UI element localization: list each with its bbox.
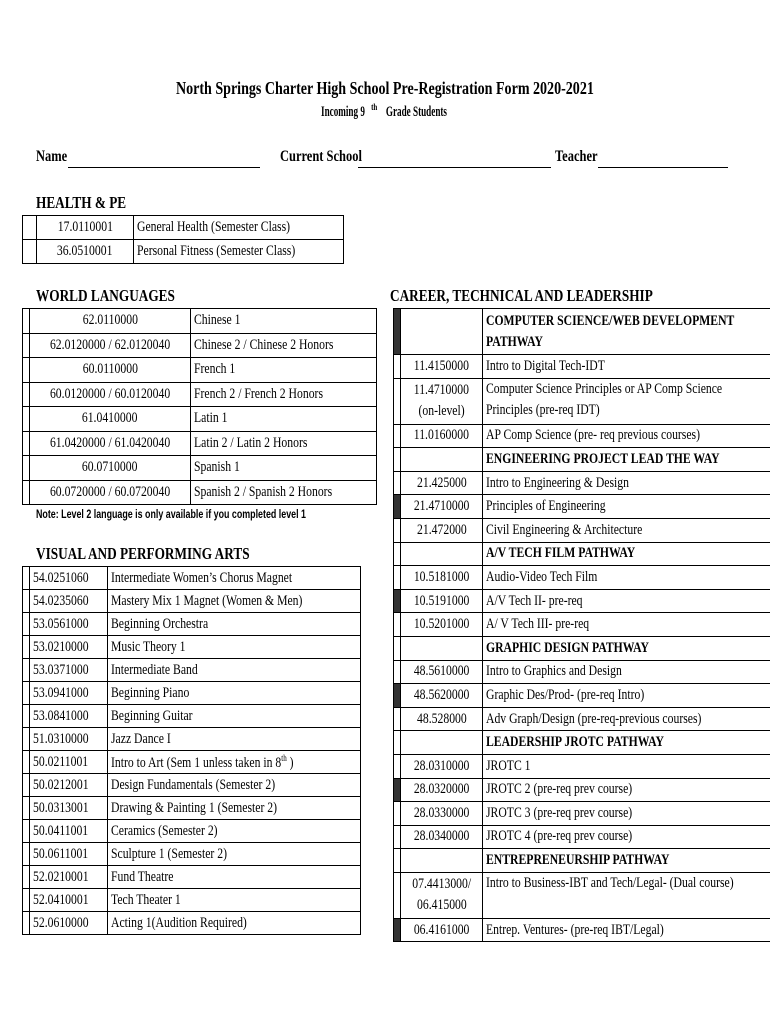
course-select-checkbox[interactable] [394,802,401,826]
pathway-name: COMPUTER SCIENCE/WEB DEVELOPMENT PATHWAY [483,309,770,355]
course-code: 62.0110000 [30,309,191,334]
course-code: 21.425000 [401,471,483,495]
course-name: Jazz Dance I [108,728,360,751]
course-select-checkbox[interactable] [394,424,401,448]
course-select-checkbox[interactable] [23,751,30,774]
course-name: French 1 [191,358,377,383]
teacher-field[interactable] [598,167,728,168]
course-name: Fund Theatre [108,866,360,889]
current-school-field[interactable] [358,167,551,168]
course-code [401,309,483,355]
course-name: Intro to Business-IBT and Tech/Legal- (Dual course) [483,872,770,918]
table-row [23,456,377,481]
course-name: Beginning Orchestra [108,613,360,636]
table-row [394,872,770,918]
course-name: Beginning Guitar [108,705,360,728]
course-name: Spanish 1 [191,456,377,481]
course-select-checkbox[interactable] [23,358,30,383]
course-code: 48.5610000 [401,660,483,684]
language-note: Note: Level 2 language is only available if you completed level 1 [36,507,306,521]
visual-performing-arts-heading: VISUAL AND PERFORMING ARTS [36,544,250,563]
course-select-checkbox[interactable] [23,216,37,240]
course-name: Spanish 2 / Spanish 2 Honors [191,480,377,505]
course-code: 10.5191000 [401,589,483,613]
health-pe-heading: HEALTH & PE [36,193,127,212]
course-code: 62.0120000 / 62.0120040 [30,333,191,358]
course-code: 10.5181000 [401,566,483,590]
table-row [23,382,377,407]
course-code: 28.0340000 [401,825,483,849]
course-name: Audio-Video Tech Film [483,566,770,590]
table-row [23,820,361,843]
course-select-checkbox[interactable] [394,355,401,379]
course-name: French 2 / French 2 Honors [191,382,377,407]
course-code: 48.5620000 [401,684,483,708]
course-name: Intermediate Women’s Chorus Magnet [108,567,360,590]
form-title: North Springs Charter High School Pre-Registration Form 2020-2021 [176,78,594,98]
course-name: Design Fundamentals (Semester 2) [108,774,360,797]
course-select-checkbox[interactable] [394,872,401,918]
course-code: 50.0411001 [30,820,108,843]
course-name: Chinese 1 [191,309,377,334]
course-select-checkbox[interactable] [23,636,30,659]
course-name: JROTC 2 (pre-req prev course) [483,778,770,802]
course-name: Tech Theater 1 [108,889,360,912]
course-code: 61.0420000 / 61.0420040 [30,431,191,456]
table-row [23,358,377,383]
table-row [394,778,770,802]
table-row [23,751,361,774]
table-row [394,355,770,379]
course-name: Intro to Art (Sem 1 unless taken in 8th ) [108,751,360,774]
course-select-checkbox[interactable] [23,705,30,728]
course-name: JROTC 3 (pre-req prev course) [483,802,770,826]
course-code: 53.0210000 [30,636,108,659]
course-name: Chinese 2 / Chinese 2 Honors [191,333,377,358]
course-select-checkbox[interactable] [23,682,30,705]
course-code: 48.528000 [401,707,483,731]
course-name: Intro to Digital Tech-IDT [483,355,770,379]
course-name: A/V Tech II- pre-req [483,589,770,613]
course-code [401,448,483,472]
course-name: Graphic Des/Prod- (pre-req Intro) [483,684,770,708]
course-code [401,731,483,755]
career-technical-heading: CAREER, TECHNICAL AND LEADERSHIP [390,286,653,305]
course-select-checkbox[interactable] [394,471,401,495]
course-code: 21.472000 [401,518,483,542]
course-select-checkbox[interactable] [23,407,30,432]
table-row [23,774,361,797]
course-name: Principles of Engineering [483,495,770,519]
course-select-checkbox[interactable] [23,774,30,797]
course-select-checkbox[interactable] [23,912,30,935]
table-row [394,589,770,613]
table-row [23,480,377,505]
name-label: Name [36,148,68,165]
pathway-header-row [394,731,770,755]
table-row [23,567,361,590]
course-select-checkbox[interactable] [394,778,401,802]
course-code: 11.4710000 (on-level) [401,378,483,424]
course-name: Entrep. Ventures- (pre-req IBT/Legal) [483,918,770,942]
table-row [394,918,770,942]
course-select-checkbox[interactable] [394,518,401,542]
course-select-checkbox[interactable] [23,820,30,843]
visual-performing-arts-table [22,566,361,935]
teacher-label: Teacher [555,148,598,165]
course-select-checkbox[interactable] [23,456,30,481]
course-select-checkbox[interactable] [23,797,30,820]
course-name: A/ V Tech III- pre-req [483,613,770,637]
table-row [394,660,770,684]
pathway-header-row [394,309,770,355]
table-row [23,240,344,264]
course-select-checkbox [394,731,401,755]
course-code: 52.0210001 [30,866,108,889]
course-code: 10.5201000 [401,613,483,637]
table-row [23,407,377,432]
table-row [23,705,361,728]
table-row [23,431,377,456]
course-select-checkbox[interactable] [394,378,401,424]
table-row [394,378,770,424]
course-name: Music Theory 1 [108,636,360,659]
table-row [394,613,770,637]
course-select-checkbox[interactable] [394,754,401,778]
course-name: Mastery Mix 1 Magnet (Women & Men) [108,590,360,613]
table-row [23,843,361,866]
table-row [394,684,770,708]
table-row [394,566,770,590]
pathway-header-row [394,448,770,472]
course-code: 53.0941000 [30,682,108,705]
course-name: Intro to Engineering & Design [483,471,770,495]
course-select-checkbox[interactable] [394,660,401,684]
course-select-checkbox [394,542,401,566]
course-name: Latin 2 / Latin 2 Honors [191,431,377,456]
table-row [23,866,361,889]
form-subtitle: Incoming 9 $^{th}$Grade Students [320,102,447,120]
course-code: 17.0110001 [36,216,133,240]
course-code: 36.0510001 [36,240,133,264]
course-name: Drawing & Painting 1 (Semester 2) [108,797,360,820]
course-code: 07.4413000/ 06.415000 [401,872,483,918]
pathway-name: ENTREPRENEURSHIP PATHWAY [483,849,770,873]
course-name: Civil Engineering & Architecture [483,518,770,542]
course-select-checkbox[interactable] [23,567,30,590]
course-code: 60.0120000 / 60.0120040 [30,382,191,407]
pathway-name: A/V TECH FILM PATHWAY [483,542,770,566]
course-select-checkbox[interactable] [23,382,30,407]
table-row [23,912,361,935]
course-code: 28.0330000 [401,802,483,826]
course-select-checkbox[interactable] [394,566,401,590]
table-row [394,754,770,778]
table-row [394,495,770,519]
course-code [401,542,483,566]
table-row [394,802,770,826]
course-code: 61.0410000 [30,407,191,432]
world-languages-heading: WORLD LANGUAGES [36,286,175,305]
course-name: Ceramics (Semester 2) [108,820,360,843]
course-name: JROTC 4 (pre-req prev course) [483,825,770,849]
course-code: 50.0211001 [30,751,108,774]
course-select-checkbox[interactable] [394,613,401,637]
course-name: Computer Science Principles or AP Comp Science Principles (pre-req IDT) [483,378,770,424]
course-code: 52.0410001 [30,889,108,912]
course-select-checkbox[interactable] [23,240,37,264]
table-row [23,889,361,912]
course-select-checkbox[interactable] [394,495,401,519]
course-code: 06.4161000 [401,918,483,942]
table-row [394,471,770,495]
table-row [23,216,344,240]
table-row [23,613,361,636]
health-pe-table [22,215,344,264]
course-select-checkbox[interactable] [23,613,30,636]
course-select-checkbox [394,849,401,873]
course-code: 11.0160000 [401,424,483,448]
pathway-name: LEADERSHIP JROTC PATHWAY [483,731,770,755]
pathway-header-row [394,636,770,660]
course-code: 50.0313001 [30,797,108,820]
pathway-name: GRAPHIC DESIGN PATHWAY [483,636,770,660]
career-technical-table [393,308,770,942]
course-code: 50.0212001 [30,774,108,797]
course-code [401,849,483,873]
name-field[interactable] [68,167,260,168]
pathway-header-row [394,542,770,566]
course-code: 50.0611001 [30,843,108,866]
course-name: Intermediate Band [108,659,360,682]
table-row [23,333,377,358]
course-select-checkbox[interactable] [394,707,401,731]
course-select-checkbox[interactable] [394,918,401,942]
course-select-checkbox[interactable] [23,728,30,751]
course-name: Adv Graph/Design (pre-req-previous courses) [483,707,770,731]
world-languages-table [22,308,377,505]
course-code: 28.0320000 [401,778,483,802]
course-select-checkbox [394,309,401,355]
course-name: AP Comp Science (pre- req previous courses) [483,424,770,448]
course-code: 21.4710000 [401,495,483,519]
table-row [23,797,361,820]
current-school-label: Current School [280,148,362,165]
course-select-checkbox[interactable] [23,866,30,889]
course-name: Sculpture 1 (Semester 2) [108,843,360,866]
course-name: Acting 1(Audition Required) [108,912,360,935]
course-code: 60.0110000 [30,358,191,383]
course-select-checkbox[interactable] [394,684,401,708]
table-row [394,424,770,448]
course-code [401,636,483,660]
pathway-name: ENGINEERING PROJECT LEAD THE WAY [483,448,770,472]
course-select-checkbox[interactable] [23,889,30,912]
pathway-header-row [394,849,770,873]
course-select-checkbox [394,636,401,660]
course-select-checkbox[interactable] [394,589,401,613]
course-name: Beginning Piano [108,682,360,705]
table-row [394,825,770,849]
course-select-checkbox [394,448,401,472]
table-row [23,728,361,751]
course-name: General Health (Semester Class) [134,216,344,240]
table-row [23,590,361,613]
course-code: 28.0310000 [401,754,483,778]
course-code: 54.0235060 [30,590,108,613]
course-code: 52.0610000 [30,912,108,935]
course-code: 53.0371000 [30,659,108,682]
course-name: Personal Fitness (Semester Class) [134,240,344,264]
course-name: JROTC 1 [483,754,770,778]
course-select-checkbox[interactable] [23,843,30,866]
course-code: 53.0561000 [30,613,108,636]
course-select-checkbox[interactable] [23,659,30,682]
course-select-checkbox[interactable] [23,333,30,358]
course-code: 11.4150000 [401,355,483,379]
course-code: 60.0710000 [30,456,191,481]
course-select-checkbox[interactable] [394,825,401,849]
table-row [394,518,770,542]
course-code: 53.0841000 [30,705,108,728]
table-row [23,659,361,682]
course-code: 51.0310000 [30,728,108,751]
table-row [23,682,361,705]
table-row [23,309,377,334]
course-select-checkbox[interactable] [23,309,30,334]
table-row [394,707,770,731]
course-code: 54.0251060 [30,567,108,590]
course-name: Intro to Graphics and Design [483,660,770,684]
table-row [23,636,361,659]
course-name: Latin 1 [191,407,377,432]
course-select-checkbox[interactable] [23,590,30,613]
course-select-checkbox[interactable] [23,480,30,505]
course-select-checkbox[interactable] [23,431,30,456]
course-code: 60.0720000 / 60.0720040 [30,480,191,505]
